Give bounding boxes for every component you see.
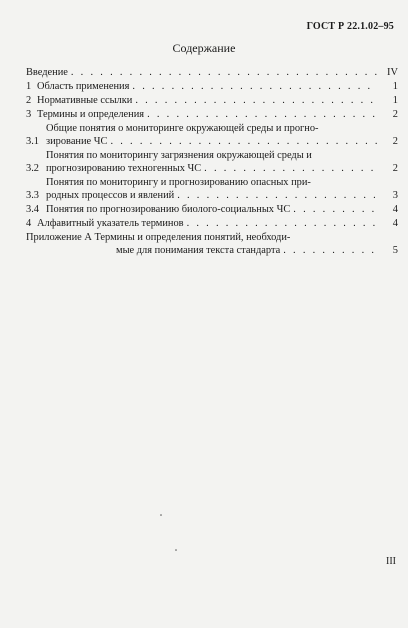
toc-entry-text-line1: Общие понятия о мониторинге окружающей среды и прогно- (46, 123, 319, 134)
speck (160, 514, 162, 516)
toc-entry-text: Термины и определения (37, 109, 145, 120)
toc-entry-page: 2 (392, 163, 398, 174)
toc-entry-page: 1 (392, 81, 398, 92)
toc-entry-number: 4 (26, 218, 32, 229)
toc-entry-text-line2: родных процессов и явлений (46, 190, 175, 201)
toc-entry-number: 3 (26, 109, 32, 120)
toc-entry-text-line2: прогнозированию техногенных ЧС (46, 163, 202, 174)
toc-entry-number: 3.4 (26, 204, 39, 215)
toc-entry-text: Введение (26, 67, 68, 78)
toc-entry-page: 5 (392, 245, 398, 256)
toc-entry-text: Нормативные ссылки (37, 95, 133, 106)
toc-entry-text-line2: зирование ЧС (46, 136, 108, 147)
toc-title: Содержание (172, 41, 236, 55)
toc-entry-text-line1: Понятия по мониторингу загрязнения окружающей среды и (46, 150, 312, 161)
toc-entry-number: 3.2 (26, 163, 39, 174)
toc-entry-text: Понятия по прогнозированию биолого-социальных ЧС (46, 204, 291, 215)
toc-entry-number: 2 (26, 95, 32, 106)
speck (175, 549, 177, 551)
document-code: ГОСТ Р 22.1.02–95 (306, 21, 394, 32)
toc-entry-page: 1 (392, 95, 398, 106)
toc-entry-number: 1 (26, 81, 32, 92)
toc-entry-text-line2: мые для понимания текста стандарта (116, 245, 281, 256)
toc-entry-number: 3.1 (26, 136, 39, 147)
toc-entry-text-line1: Приложение А Термины и определения понятий, необходи- (26, 232, 291, 243)
page-number: III (386, 556, 396, 567)
toc-entry-page: 4 (392, 204, 398, 215)
toc-entry-text-line1: Понятия по мониторингу и прогнозированию опасных при- (46, 177, 311, 188)
toc-entry-text: Область применения (37, 81, 130, 92)
toc-entry-page: 3 (392, 190, 398, 201)
toc-entry-page: 2 (392, 136, 398, 147)
toc-entry-page: IV (387, 67, 398, 78)
toc-entry-page: 2 (392, 109, 398, 120)
toc-entry-number: 3.3 (26, 190, 39, 201)
toc-entry-page: 4 (392, 218, 398, 229)
toc-entry-text: Алфавитный указатель терминов (37, 218, 184, 229)
